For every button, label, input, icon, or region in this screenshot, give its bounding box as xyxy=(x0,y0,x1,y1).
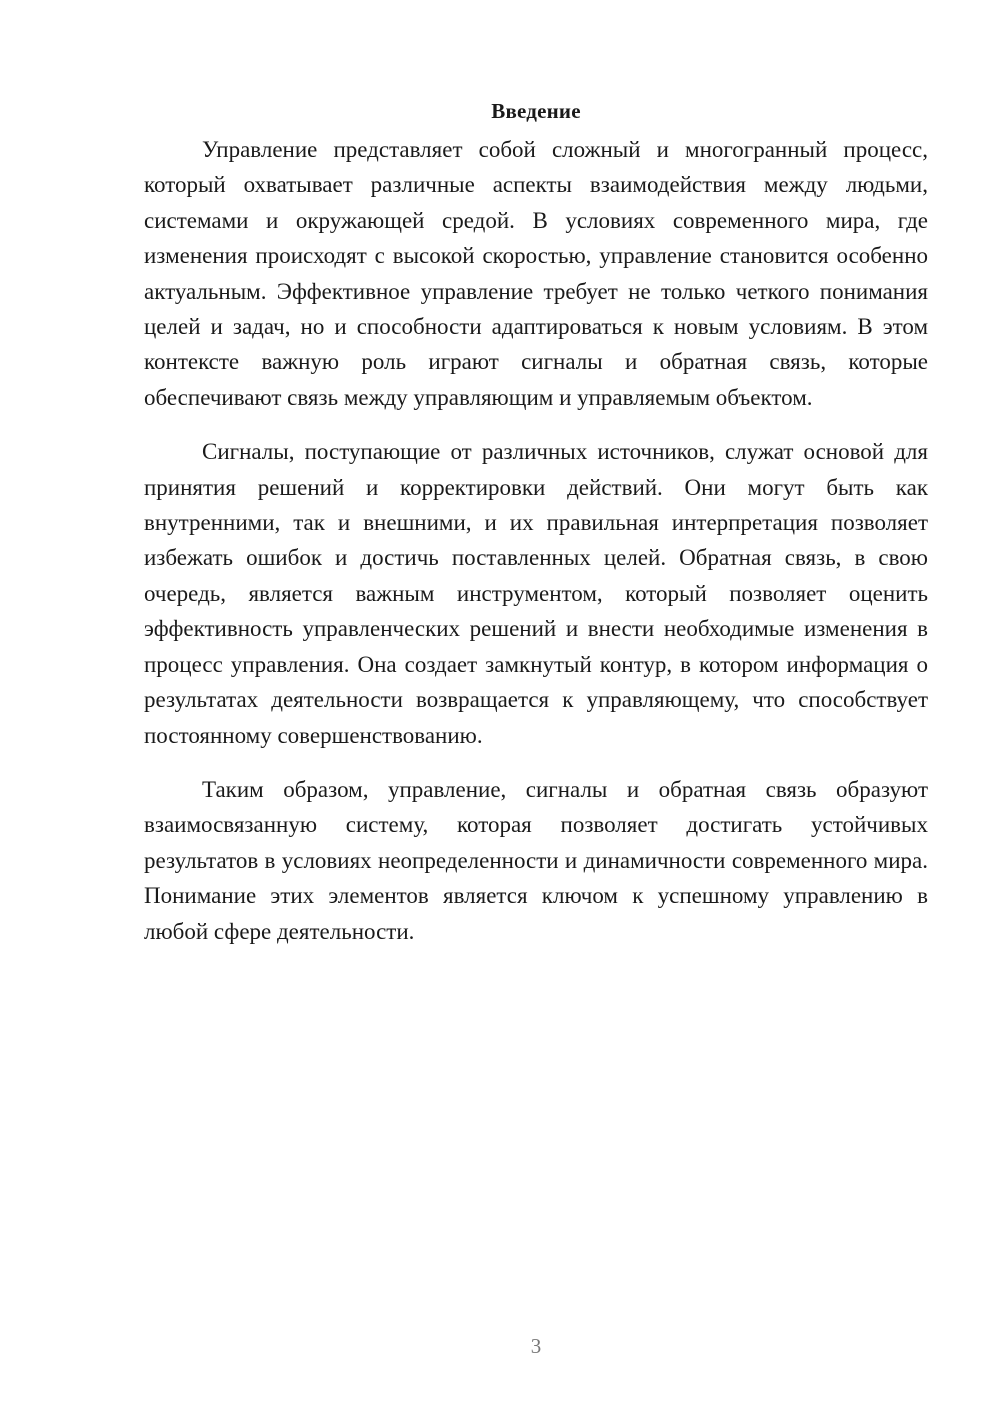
paragraph-1: Управление представляет собой сложный и многогранный процесс, который охватывает различные аспекты взаимодействия между людьми, системами и окружающей средой. В условиях современного мира, где изменения происходят с высокой скоростью, управление становится особенно актуальным. Эффективное управление требует не только четкого понимания целей и задач, но и способности адаптироваться к новым условиям. В этом контексте важную роль играют сигналы и обратная связь, которые обеспечивают связь между управляющим и управляемым объектом. xyxy=(144,137,928,410)
page-number: 3 xyxy=(530,1334,542,1358)
section-title: Введение xyxy=(491,99,581,123)
paragraph-3: Таким образом, управление, сигналы и обратная связь образуют взаимосвязанную систему, которая позволяет достигать устойчивых результатов в условиях неопределенности и динамичности современного мира. Понимание этих элементов является ключом к успешному управлению в любой сфере деятельности. xyxy=(144,776,928,944)
paragraph-2: Сигналы, поступающие от различных источников, служат основой для принятия решений и корректировки действий. Они могут быть как внутренними, так и внешними, и их правильная интерпретация позволяет избежать ошибок и достичь поставленных целей. Обратная связь, в свою очередь, является важным инструментом, который позволяет оценить эффективность управленческих решений и внести необходимые изменения в процесс управления. Она создает замкнутый контур, в котором информация о результатах деятельности возвращается к управляющему, что способствует постоянному совершенствованию. xyxy=(144,439,928,748)
page-content xyxy=(144,96,928,968)
